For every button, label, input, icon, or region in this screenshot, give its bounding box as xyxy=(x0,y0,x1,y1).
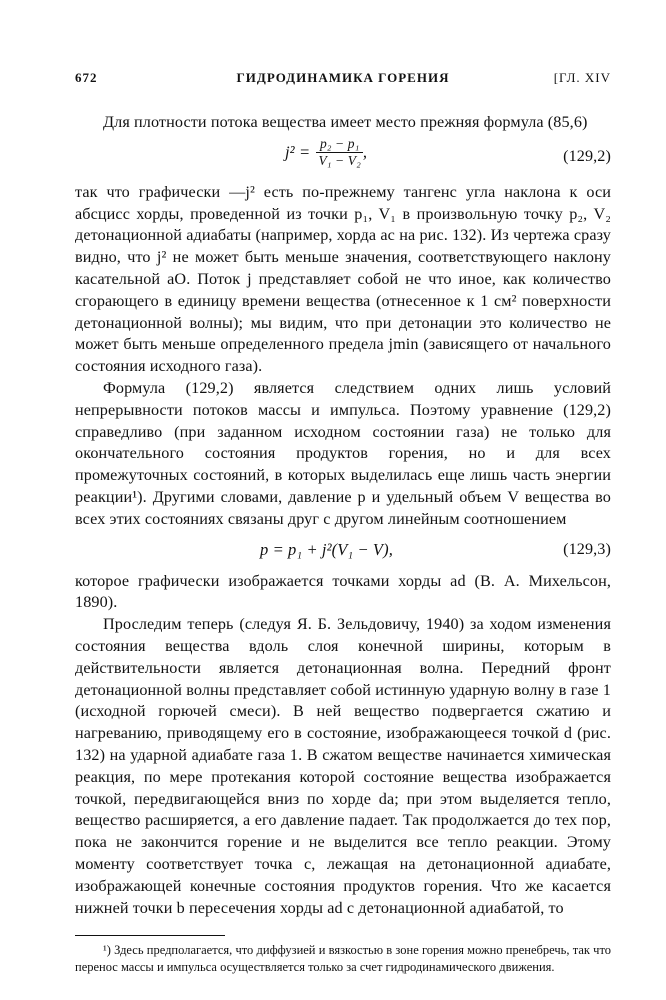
formula-129-3 xyxy=(75,535,611,565)
formula-129-2-denominator: V₁ − V₂ xyxy=(318,152,361,168)
main-text xyxy=(75,112,611,919)
chapter-label: [ГЛ. XIV xyxy=(553,70,611,85)
formula-129-2-numerator: p₂ − p₁ xyxy=(316,136,362,153)
paragraph-3: Формула (129,2) является следствием одних лишь условий непрерывности потоков массы и импульса. Поэтому уравнение (129,2) справедливо (при заданном исходном состоянии газа) не только для окончательного состояния продуктов горения, но и для всех промежуточных состояний, в которых выделилась еще лишь часть энергии реакции¹). Другими словами, давление p и удельный объем V вещества во всех этих состояниях связаны друг с другом линейным соотношением xyxy=(75,378,611,528)
formula-129-2-lhs: j² = xyxy=(285,142,311,162)
formula-129-2-fraction xyxy=(316,136,362,169)
footnote-divider xyxy=(75,935,225,936)
paragraph-1: Для плотности потока вещества имеет место прежняя формула (85,6) xyxy=(103,113,588,131)
formula-129-2-comma: , xyxy=(362,142,368,162)
running-head xyxy=(75,70,611,92)
formula-129-2 xyxy=(75,136,611,180)
equation-number-129-2: (129,2) xyxy=(563,146,611,165)
book-page xyxy=(75,70,611,976)
footnote: ¹) Здесь предполагается, что диффузией и вязкостью в зоне горения можно пренебречь, так что перенос массы и импульса осуществляется только за счет гидродинамического движения. xyxy=(75,943,611,975)
formula-129-3-expression: p = p₁ + j²(V₁ − V), xyxy=(260,539,393,559)
formula-129-2-expression xyxy=(285,136,367,169)
equation-number-129-3: (129,3) xyxy=(563,539,611,558)
paragraph-5: Проследим теперь (следуя Я. Б. Зельдовичу, 1940) за ходом изменения состояния вещества вдоль слоя конечной ширины, которым в действительности является детонационная волна. Передний фронт детонационной волны представляет собой истинную ударную волну в газе 1 (исходной горючей смеси). В ней вещество подвергается сжатию и нагреванию, приводящему его в состояние, изображающееся точкой d (рис. 132) на ударной адиабате газа 1. В сжатом веществе начинается химическая реакция, по мере протекания которой состояние вещества изображается точкой, передвигающейся вниз по хорде da; при этом выделяется тепло, вещество расширяется, а его давление падает. Так продолжается до тех пор, пока не закончится горение и не выделится все тепло реакции. Этому моменту соответствует точка c, лежащая на детонационной адиабате, изображающей конечные состояния продуктов горения. Что же касается нижней точки b пересечения хорды ad с детонационной адиабатой, то xyxy=(75,615,611,917)
paragraph-4: которое графически изображается точками хорды ad (В. А. Михельсон, 1890). xyxy=(75,571,611,612)
running-title: ГИДРОДИНАМИКА ГОРЕНИЯ xyxy=(236,70,450,85)
page-number: 672 xyxy=(75,70,98,85)
paragraph-2: так что графически —j² есть по-прежнему тангенс угла наклона к оси абсцисс хорды, проведенной из точки p₁, V₁ в произвольную точку p₂, V₂ детонационной адиабаты (например, хорда ac на рис. 132). Из чертежа сразу видно, что j² не может быть меньше значения, соответствующего наклону касательной aO. Поток j представляет собой не что иное, как количество сгорающего в единицу времени вещества (отнесенное к 1 см² поверхности детонационной волны); мы видим, что при детонации это количество не может быть меньше определенного предела jmin (зависящего от начального состояния исходного газа). xyxy=(75,182,611,376)
